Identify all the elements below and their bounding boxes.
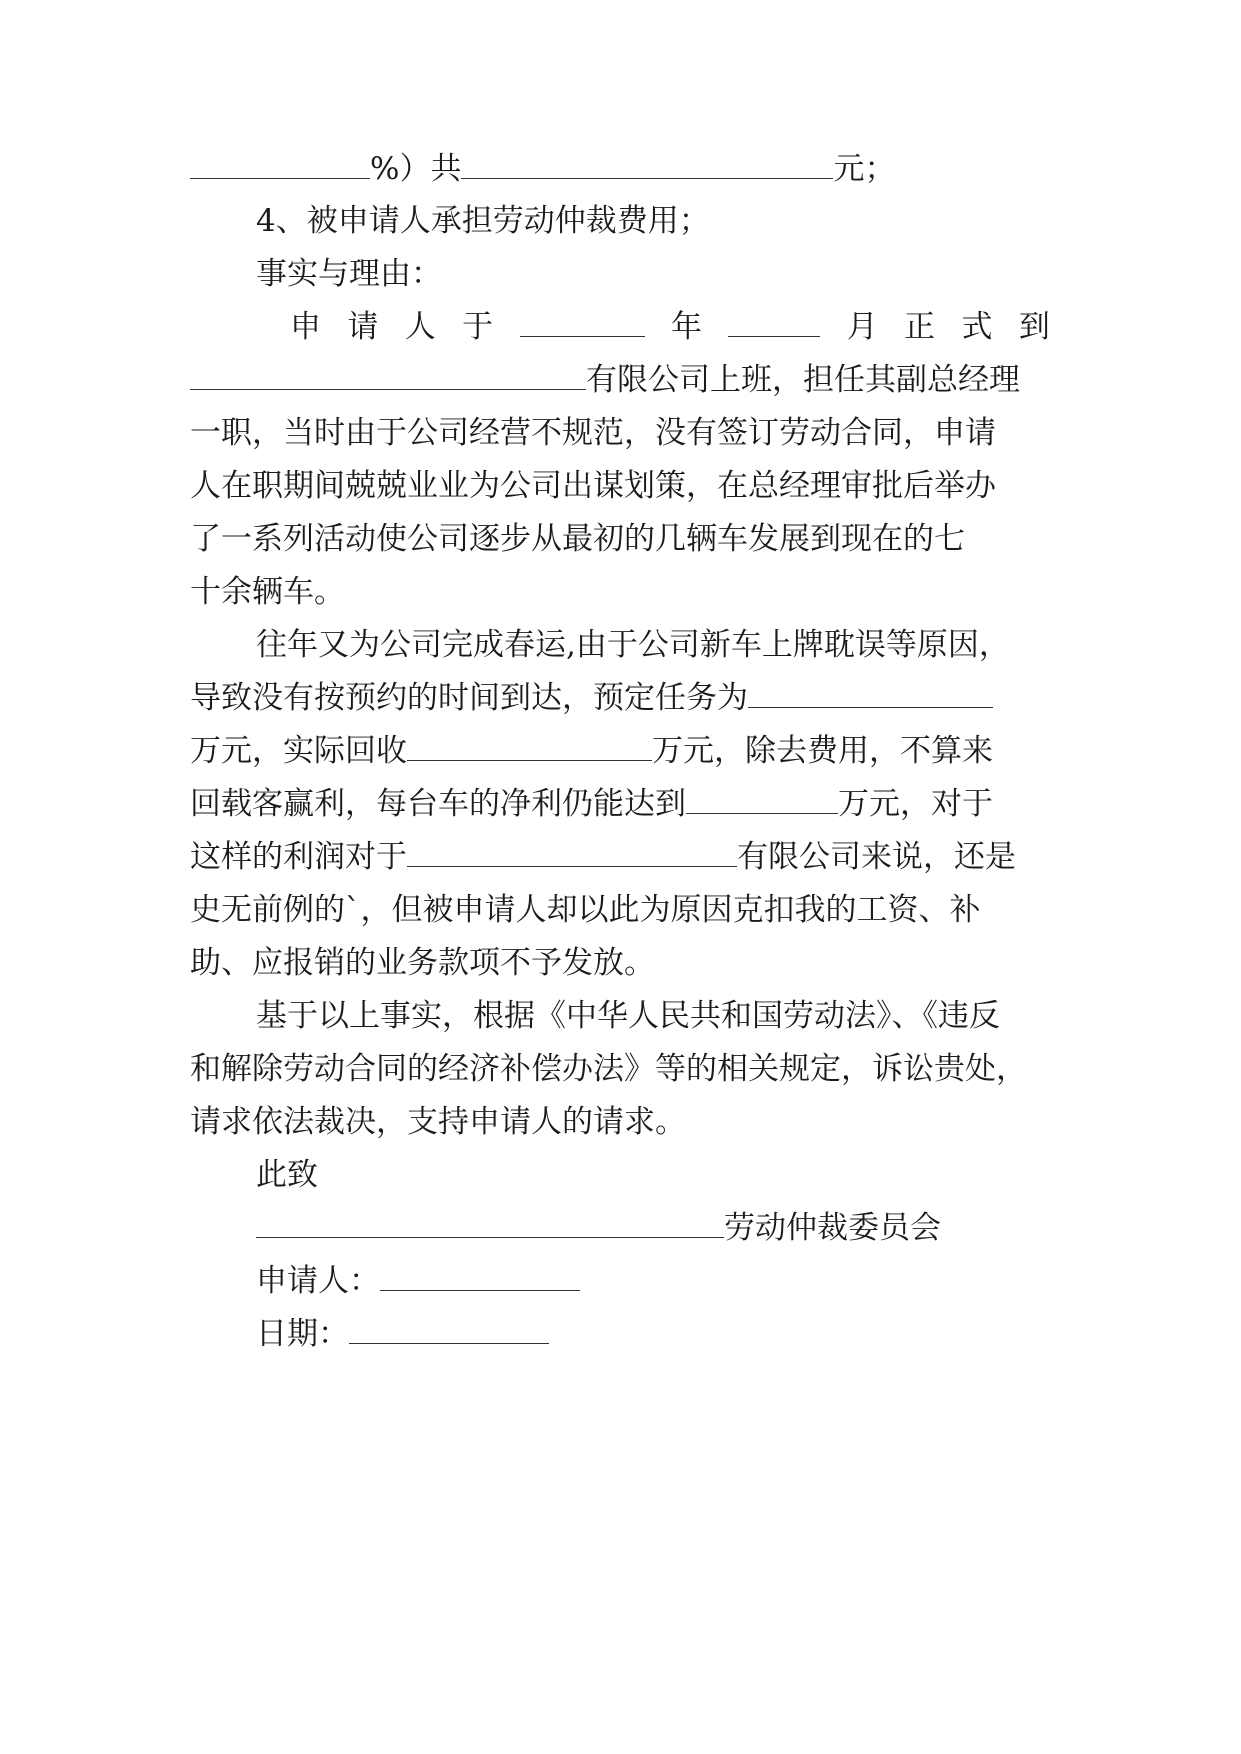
company-blank xyxy=(190,359,586,390)
total-blank xyxy=(461,148,833,179)
para1-line1: 申 请 人 于 年 月 正 式 到 xyxy=(290,306,1050,348)
para3-line3: 请求依法裁决，支持申请人的请求。 xyxy=(190,1104,686,1140)
calc-line: %）共 元； xyxy=(190,148,1050,190)
month-blank xyxy=(728,306,820,337)
para1-line6: 十余辆车。 xyxy=(190,574,345,610)
para2-line1: 往年又为公司完成春运,由于公司新车上牌耽误等原因， xyxy=(256,627,1010,663)
percent-blank xyxy=(190,148,370,179)
para3-line1: 基于以上事实，根据《中华人民共和国劳动法》、《违反 xyxy=(256,998,1000,1034)
committee-blank xyxy=(256,1207,724,1238)
para2-line2: 导致没有按预约的时间到达，预定任务为 xyxy=(190,677,1050,719)
para3-line2: 和解除劳动合同的经济补偿办法》等的相关规定，诉讼贵处， xyxy=(190,1051,1027,1087)
para2-line7: 助、应报销的业务款项不予发放。 xyxy=(190,945,655,981)
para2-line6: 史无前例的`，但被申请人却以此为原因克扣我的工资、补 xyxy=(190,892,981,928)
applicant-blank xyxy=(380,1260,580,1291)
para2-line4: 回载客赢利，每台车的净利仍能达到 万元，对于 xyxy=(190,783,1050,825)
closing: 此致 xyxy=(256,1157,318,1193)
year-blank xyxy=(520,306,645,337)
facts-heading: 事实与理由： xyxy=(256,256,442,292)
para2-line5: 这样的利润对于 有限公司来说，还是 xyxy=(190,836,1050,878)
para1-line3: 一职，当时由于公司经营不规范，没有签订劳动合同，申请 xyxy=(190,415,996,451)
actual-recovery-blank xyxy=(407,730,652,761)
request-item-4: 4、被申请人承担劳动仲裁费用； xyxy=(256,203,710,239)
para2-line3: 万元，实际回收 万元，除去费用，不算来 xyxy=(190,730,1050,772)
date-blank xyxy=(349,1313,549,1344)
date-line: 日期： xyxy=(256,1313,1050,1355)
applicant-line: 申请人： xyxy=(256,1260,1050,1302)
net-profit-blank xyxy=(686,783,838,814)
planned-task-blank xyxy=(748,677,993,708)
company-name-blank xyxy=(407,836,737,867)
para1-line4: 人在职期间兢兢业业为公司出谋划策，在总经理审批后举办 xyxy=(190,468,996,504)
committee-line: 劳动仲裁委员会 xyxy=(256,1207,1050,1249)
para1-line2: 有限公司上班，担任其副总经理 xyxy=(190,359,1050,401)
para1-line5: 了一系列活动使公司逐步从最初的几辆车发展到现在的七 xyxy=(190,521,965,557)
